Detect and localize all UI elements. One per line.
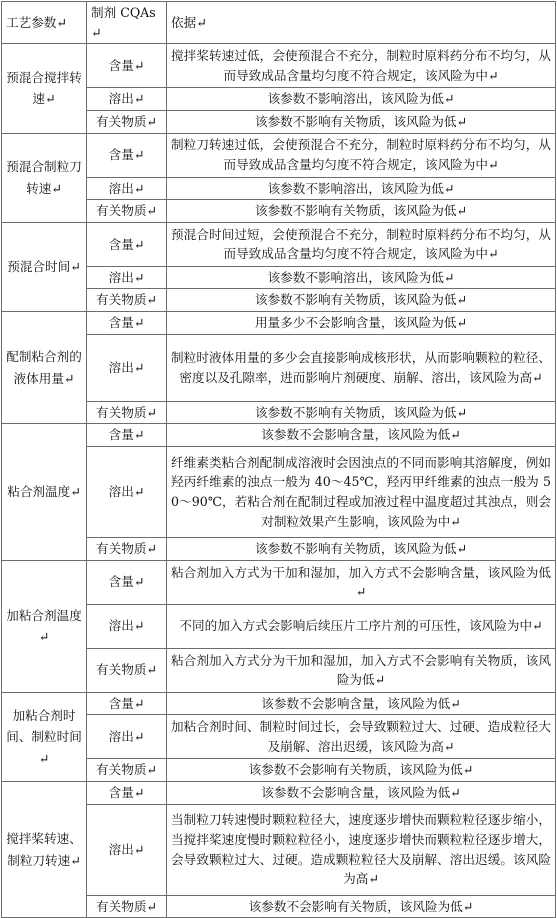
table-header — [2, 2, 556, 44]
basis-cell: 搅拌桨转速过低，会使预混合不充分，制粒时原料药分布不均匀，从而导致成品含量均匀度不符合规定，该风险为中↵ — [167, 44, 556, 88]
cqa-cell: 含量↵ — [87, 781, 167, 804]
table-row — [2, 312, 556, 335]
cqa-cell: 溶出↵ — [87, 88, 167, 111]
cqa-cell: 溶出↵ — [87, 334, 167, 401]
cqa-cell: 溶出↵ — [87, 177, 167, 200]
basis-cell: 当制粒刀转速慢时颗粒粒径大，速度逐步增快而颗粒粒径逐步缩小，当搅拌桨速度慢时颗粒粒径小，速度逐步增快而颗粒粒径逐步增大，会导致颗粒过大、过硬。造成颗粒粒径大及崩解、溶出迟缓。该风险为高↵ — [167, 804, 556, 895]
table-row — [2, 424, 556, 447]
basis-cell: 制粒时液体用量的多少会直接影响成核形状，从而影响颗粒的粒径、密度以及孔隙率，进而影响片剂硬度、崩解、溶出，该风险为高↵ — [167, 334, 556, 401]
table-row — [2, 133, 556, 177]
cqa-cell: 溶出↵ — [87, 266, 167, 289]
table-row — [2, 222, 556, 266]
process-parameter-risk-table — [1, 1, 556, 918]
basis-cell: 粘合剂加入方式分为干加和湿加，加入方式不会影响有关物质，该风险为低↵ — [167, 648, 556, 692]
basis-cell: 该参数不影响有关物质，该风险为低↵ — [167, 110, 556, 133]
cqa-cell: 含量↵ — [87, 312, 167, 335]
basis-cell: 粘合剂加入方式为干加和湿加，加入方式不会影响含量，该风险为低↵ — [167, 560, 556, 604]
process-parameter-cell: 配制粘合剂的液体用量↵ — [2, 312, 87, 424]
basis-cell: 该参数不影响有关物质，该风险为低↵ — [167, 538, 556, 561]
cqa-cell: 有关物质↵ — [87, 895, 167, 918]
cqa-cell: 有关物质↵ — [87, 401, 167, 424]
basis-cell: 该参数不会影响含量，该风险为低↵ — [167, 692, 556, 715]
process-parameter-cell: 加粘合剂时间、制粒时间↵ — [2, 692, 87, 781]
process-parameter-cell: 预混合时间↵ — [2, 222, 87, 311]
cqa-cell: 含量↵ — [87, 44, 167, 88]
table-row — [2, 560, 556, 604]
cqa-cell: 有关物质↵ — [87, 200, 167, 223]
basis-cell: 该参数不影响溶出，该风险为低↵ — [167, 266, 556, 289]
process-parameter-cell: 粘合剂温度↵ — [2, 424, 87, 560]
cqa-cell: 含量↵ — [87, 222, 167, 266]
basis-cell: 加粘合剂时间、制粒时间过长，会导致颗粒过大、过硬、造成粒径大及崩解、溶出迟缓，该风险为高↵ — [167, 715, 556, 759]
basis-cell: 该参数不会影响有关物质，该风险为低↵ — [167, 895, 556, 918]
cqa-cell: 含量↵ — [87, 133, 167, 177]
header-row — [2, 2, 556, 44]
basis-cell: 该参数不影响有关物质，该风险为低↵ — [167, 401, 556, 424]
table-row — [2, 692, 556, 715]
basis-cell: 该参数不影响溶出，该风险为低↵ — [167, 177, 556, 200]
cqa-cell: 含量↵ — [87, 560, 167, 604]
basis-cell: 该参数不影响有关物质，该风险为低↵ — [167, 289, 556, 312]
header-formulation-cqas: 制剂 CQAs↵ — [87, 2, 167, 44]
basis-cell: 不同的加入方式会影响后续压片工序片剂的可压性，该风险为中↵ — [167, 604, 556, 648]
process-parameter-cell: 预混合制粒刀转速↵ — [2, 133, 87, 222]
table-body — [2, 44, 556, 918]
process-parameter-cell: 预混合搅拌转速↵ — [2, 44, 87, 133]
cqa-cell: 含量↵ — [87, 692, 167, 715]
basis-cell: 预混合时间过短，会使预混合不充分，制粒时原料药分布不均匀，从而导致成品含量均匀度不符合规定，该风险为中↵ — [167, 222, 556, 266]
basis-cell: 制粒刀转速过低，会使预混合不充分，制粒时原料药分布不均匀，从而导致成品含量均匀度不符合规定，该风险为中↵ — [167, 133, 556, 177]
cqa-cell: 溶出↵ — [87, 447, 167, 538]
basis-cell: 该参数不会影响含量，该风险为低↵ — [167, 424, 556, 447]
cqa-cell: 溶出↵ — [87, 804, 167, 895]
table-row — [2, 781, 556, 804]
basis-cell: 该参数不影响溶出，该风险为低↵ — [167, 88, 556, 111]
cqa-cell: 有关物质↵ — [87, 759, 167, 782]
cqa-cell: 含量↵ — [87, 424, 167, 447]
cqa-cell: 有关物质↵ — [87, 648, 167, 692]
header-process-parameter: 工艺参数↵ — [2, 2, 87, 44]
process-parameter-cell: 加粘合剂温度↵ — [2, 560, 87, 692]
cqa-cell: 溶出↵ — [87, 604, 167, 648]
cqa-cell: 有关物质↵ — [87, 289, 167, 312]
basis-cell: 用量多少不会影响含量，该风险为低↵ — [167, 312, 556, 335]
header-basis: 依据↵ — [167, 2, 556, 44]
basis-cell: 该参数不影响有关物质，该风险为低↵ — [167, 200, 556, 223]
basis-cell: 该参数不会影响有关物质，该风险为低↵ — [167, 759, 556, 782]
cqa-cell: 溶出↵ — [87, 715, 167, 759]
table-row — [2, 44, 556, 88]
cqa-cell: 有关物质↵ — [87, 110, 167, 133]
basis-cell: 该参数不会影响含量，该风险为低↵ — [167, 781, 556, 804]
process-parameter-cell: 搅拌桨转速、制粒刀转速↵ — [2, 781, 87, 917]
cqa-cell: 有关物质↵ — [87, 538, 167, 561]
basis-cell: 纤维素类粘合剂配制成溶液时会因浊点的不同而影响其溶解度，例如羟丙纤维素的浊点一般为 40～45℃，羟丙甲纤维素的浊点一般为 50～90℃，若粘合剂在配制过程或加液过程中温度超过其浊点，则会对制粒效果产生影响，该风险为中↵ — [167, 447, 556, 538]
